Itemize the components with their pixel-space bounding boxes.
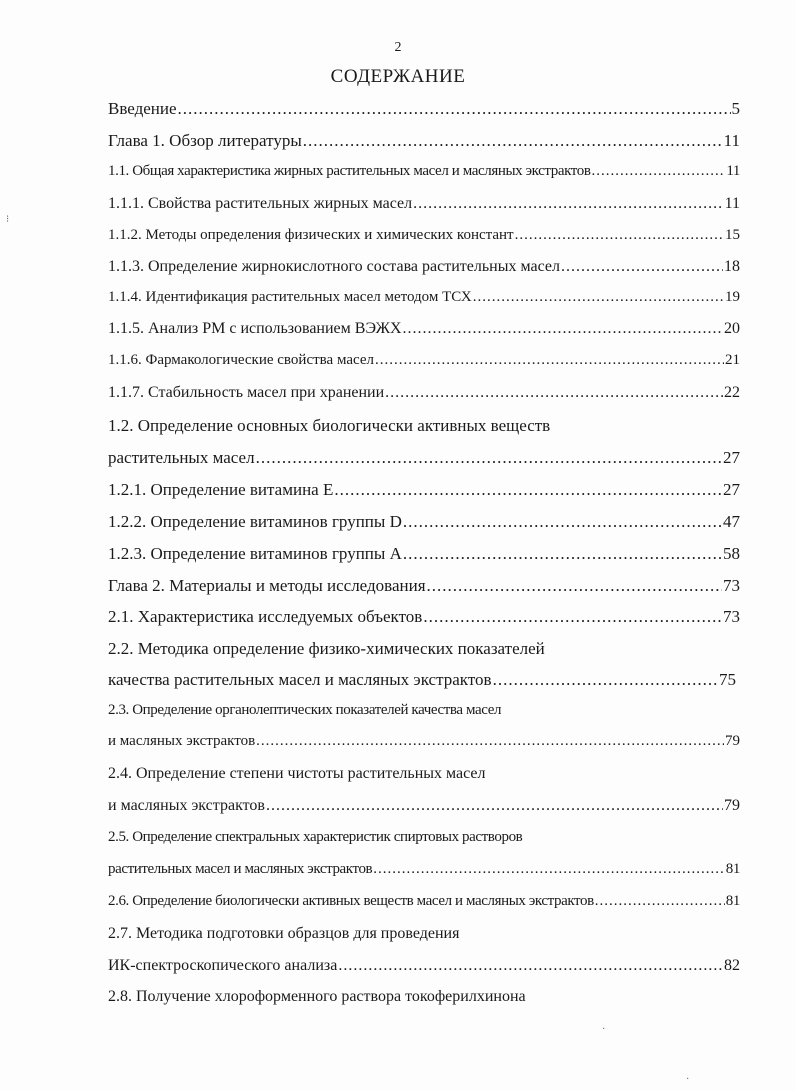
scan-speck: · (686, 1074, 690, 1085)
toc-entry: Глава 2. Материалы и методы исследования ..... 73 (108, 576, 740, 598)
toc-entry: 2.3. Определение органолептических показателей качества масел (108, 702, 502, 718)
toc-entry: 1.2.3. Определение витаминов группы А ..... 58 (108, 544, 740, 566)
toc-entry: 1.2.2. Определение витаминов группы D ..... 47 (108, 512, 740, 534)
toc-entry: Глава 1. Обзор литературы ..... 11 (108, 131, 740, 153)
page-title: СОДЕРЖАНИЕ (330, 66, 466, 87)
toc-entry: 2.7. Методика подготовки образцов для проведения (108, 925, 460, 942)
toc-entry: 2.1. Характеристика исследуемых объектов ..... 73 (108, 607, 740, 629)
toc-entry: качества растительных масел и масляных экстрактов ..... 75 (108, 670, 736, 692)
scan-speck: ⁝ (6, 214, 10, 225)
toc-entry: 2.5. Определение спектральных характеристик спиртовых растворов (108, 829, 523, 845)
toc-entry: 1.1.4. Идентификация растительных масел методом ТСХ ..... 19 (108, 289, 740, 311)
toc-entry: 1.1.5. Анализ РМ с использованием ВЭЖХ ..... 20 (108, 320, 740, 342)
toc-entry: растительных масел и масляных экстрактов ..... 81 (108, 861, 740, 883)
toc-entry: ИК-спектроскопического анализа ..... 82 (108, 957, 740, 979)
toc-entry: 2.4. Определение степени чистоты растительных масел (108, 765, 486, 782)
toc-entry: 1.1.6. Фармакологические свойства масел ..... 21 (108, 352, 740, 374)
toc-entry: 1.1.1. Свойства растительных жирных масел ..... 11 (108, 195, 740, 217)
toc-entry: 2.6. Определение биологически активных веществ масел и масляных экстрактов ..... 81 (108, 893, 740, 915)
toc-entry: 1.1.7. Стабильность масел при хранении ..... 22 (108, 384, 740, 406)
toc-entry: и масляных экстрактов ..... 79 (108, 733, 740, 755)
toc-entry: и масляных экстрактов ..... 79 (108, 797, 740, 819)
page-number: 2 (394, 40, 402, 55)
toc-entry: растительных масел ..... 27 (108, 448, 740, 470)
toc-entry: 1.2.1. Определение витамина Е ..... 27 (108, 480, 740, 502)
toc-entry: 1.2. Определение основных биологически активных веществ (108, 416, 551, 435)
toc-entry: 2.8. Получение хлороформенного раствора токоферилхинона (108, 988, 526, 1005)
toc-entry: 1.1.3. Определение жирнокислотного состава растительных масел ..... 18 (108, 258, 740, 280)
toc-entry: Введение ..... 5 (108, 99, 740, 121)
scan-speck: · (602, 1024, 606, 1035)
toc-entry: 2.2. Методика определение физико-химических показателей (108, 639, 545, 658)
toc-entry: 1.1. Общая характеристика жирных растительных масел и масляных экстрактов ..... 11 (108, 163, 740, 185)
toc-entry: 1.1.2. Методы определения физических и химических констант ..... 15 (108, 227, 740, 249)
